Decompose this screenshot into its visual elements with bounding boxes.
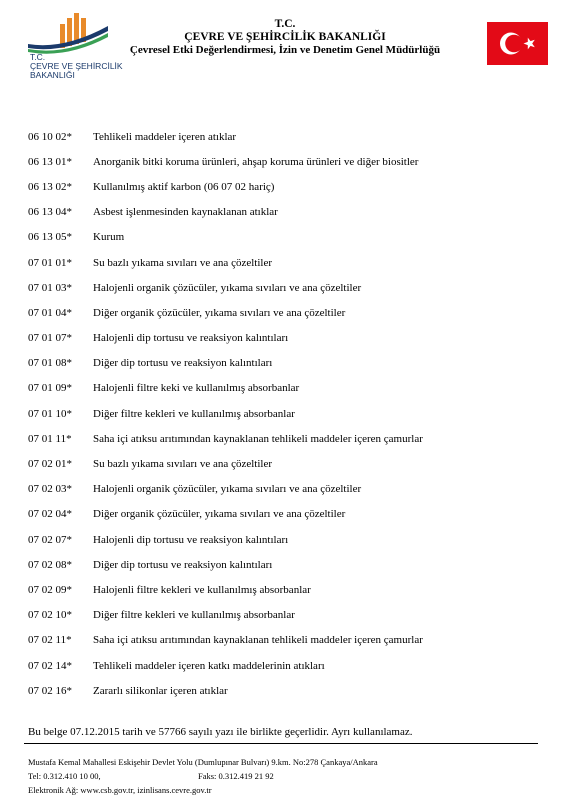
document-header (0, 0, 564, 90)
waste-code: 06 13 05* (28, 231, 72, 244)
waste-code: 07 02 10* (28, 609, 72, 622)
waste-description: Halojenli organik çözücüler, yıkama sıvıları ve ana çözeltiler (93, 483, 362, 496)
footer-contact (28, 769, 378, 783)
waste-description: Kurum (93, 231, 125, 244)
waste-row (28, 326, 548, 351)
waste-row (28, 174, 548, 199)
footer-address: Mustafa Kemal Mahallesi Eskişehir Devlet Yolu (Dumlupınar Bulvarı) 9.km. No:278 Çankaya/Ankara (28, 757, 378, 767)
waste-code: 07 01 03* (28, 281, 72, 294)
waste-code: 07 01 10* (28, 407, 72, 420)
waste-description: Diğer organik çözücüler, yıkama sıvıları ve ana çözeltiler (93, 508, 346, 521)
waste-description: Su bazlı yıkama sıvıları ve ana çözeltiler (93, 256, 272, 269)
waste-code: 07 01 04* (28, 306, 72, 319)
waste-description: Zararlı silikonlar içeren atıklar (93, 684, 228, 697)
waste-code: 07 02 14* (28, 659, 72, 672)
waste-code: 07 01 09* (28, 382, 72, 395)
waste-description: Asbest işlenmesinden kaynaklanan atıklar (93, 206, 278, 219)
validity-note: Bu belge 07.12.2015 tarih ve 57766 sayılı yazı ile birlikte geçerlidir. Ayrı kullanılamaz. (28, 726, 413, 738)
waste-description: Saha içi atıksu arıtımından kaynaklanan tehlikeli maddeler içeren çamurlar (93, 432, 423, 445)
waste-description: Anorganik bitki koruma ürünleri, ahşap koruma ürünleri ve diğer biositler (93, 155, 419, 168)
waste-code: 07 01 08* (28, 357, 72, 370)
footer-web: Elektronik Ağ: www.csb.gov.tr, izinlisans.cevre.gov.tr (28, 785, 212, 795)
waste-code-list (28, 124, 548, 703)
waste-code: 07 02 09* (28, 583, 72, 596)
waste-row (28, 678, 548, 703)
waste-code: 07 02 16* (28, 684, 72, 697)
document-footer (28, 755, 378, 797)
waste-description: Tehlikeli maddeler içeren atıklar (93, 130, 237, 143)
footer-tel: Tel: 0.312.410 10 00, (28, 771, 101, 781)
waste-code: 06 10 02* (28, 130, 72, 143)
waste-description: Su bazlı yıkama sıvıları ve ana çözeltiler (93, 458, 272, 471)
waste-code: 07 02 03* (28, 483, 72, 496)
waste-description: Saha içi atıksu arıtımından kaynaklanan tehlikeli maddeler içeren çamurlar (93, 634, 423, 647)
waste-code: 07 02 11* (28, 634, 72, 647)
waste-code: 06 13 04* (28, 206, 72, 219)
waste-code: 06 13 02* (28, 180, 72, 193)
logo-line: BAKANLIĞI (30, 70, 75, 80)
waste-row (28, 351, 548, 376)
waste-row (28, 603, 548, 628)
waste-row (28, 376, 548, 401)
waste-description: Kullanılmış aktif karbon (06 07 02 hariç) (93, 180, 275, 193)
waste-row (28, 477, 548, 502)
waste-row (28, 225, 548, 250)
waste-row (28, 124, 548, 149)
turkish-flag (487, 22, 548, 65)
waste-description: Halojenli filtre keki ve kullanılmış absorbanlar (93, 382, 300, 395)
logo-wordmark (30, 53, 123, 80)
waste-row (28, 653, 548, 678)
footer-divider (24, 743, 538, 744)
waste-description: Tehlikeli maddeler içeren katkı maddelerinin atıkları (93, 659, 325, 672)
waste-code: 07 02 01* (28, 458, 72, 471)
waste-row (28, 149, 548, 174)
ministry-title: ÇEVRE VE ŞEHİRCİLİK BAKANLIĞI (184, 31, 386, 43)
waste-code: 07 02 04* (28, 508, 72, 521)
waste-row (28, 300, 548, 325)
waste-code: 07 01 07* (28, 332, 72, 345)
waste-code: 06 13 01* (28, 155, 72, 168)
waste-row (28, 527, 548, 552)
waste-row (28, 552, 548, 577)
waste-row (28, 275, 548, 300)
crescent-star-icon (487, 22, 548, 65)
waste-row (28, 401, 548, 426)
waste-description: Halojenli dip tortusu ve reaksiyon kalıntıları (93, 332, 289, 345)
waste-row (28, 502, 548, 527)
waste-description: Halojenli organik çözücüler, yıkama sıvıları ve ana çözeltiler (93, 281, 362, 294)
directorate-title: Çevresel Etki Değerlendirmesi, İzin ve Denetim Genel Müdürlüğü (129, 44, 441, 56)
waste-code: 07 02 08* (28, 558, 72, 571)
waste-description: Halojenli dip tortusu ve reaksiyon kalıntıları (93, 533, 289, 546)
waste-description: Halojenli filtre kekleri ve kullanılmış absorbanlar (93, 583, 311, 596)
waste-row (28, 250, 548, 275)
logo-line: T.C. (30, 52, 46, 62)
waste-row (28, 628, 548, 653)
logo-line: ÇEVRE VE ŞEHİRCİLİK (30, 61, 123, 71)
waste-description: Diğer dip tortusu ve reaksiyon kalıntıları (93, 558, 273, 571)
waste-code: 07 01 01* (28, 256, 72, 269)
waste-row (28, 577, 548, 602)
waste-row (28, 451, 548, 476)
footer-fax: Faks: 0.312.419 21 92 (198, 771, 274, 781)
waste-row (28, 426, 548, 451)
waste-row (28, 200, 548, 225)
header-titles (100, 18, 470, 57)
waste-description: Diğer organik çözücüler, yıkama sıvıları ve ana çözeltiler (93, 306, 346, 319)
waste-code: 07 02 07* (28, 533, 72, 546)
waste-description: Diğer dip tortusu ve reaksiyon kalıntıları (93, 357, 273, 370)
waste-description: Diğer filtre kekleri ve kullanılmış absorbanlar (93, 407, 295, 420)
country-title: T.C. (274, 18, 296, 30)
waste-description: Diğer filtre kekleri ve kullanılmış absorbanlar (93, 609, 295, 622)
waste-code: 07 01 11* (28, 432, 72, 445)
